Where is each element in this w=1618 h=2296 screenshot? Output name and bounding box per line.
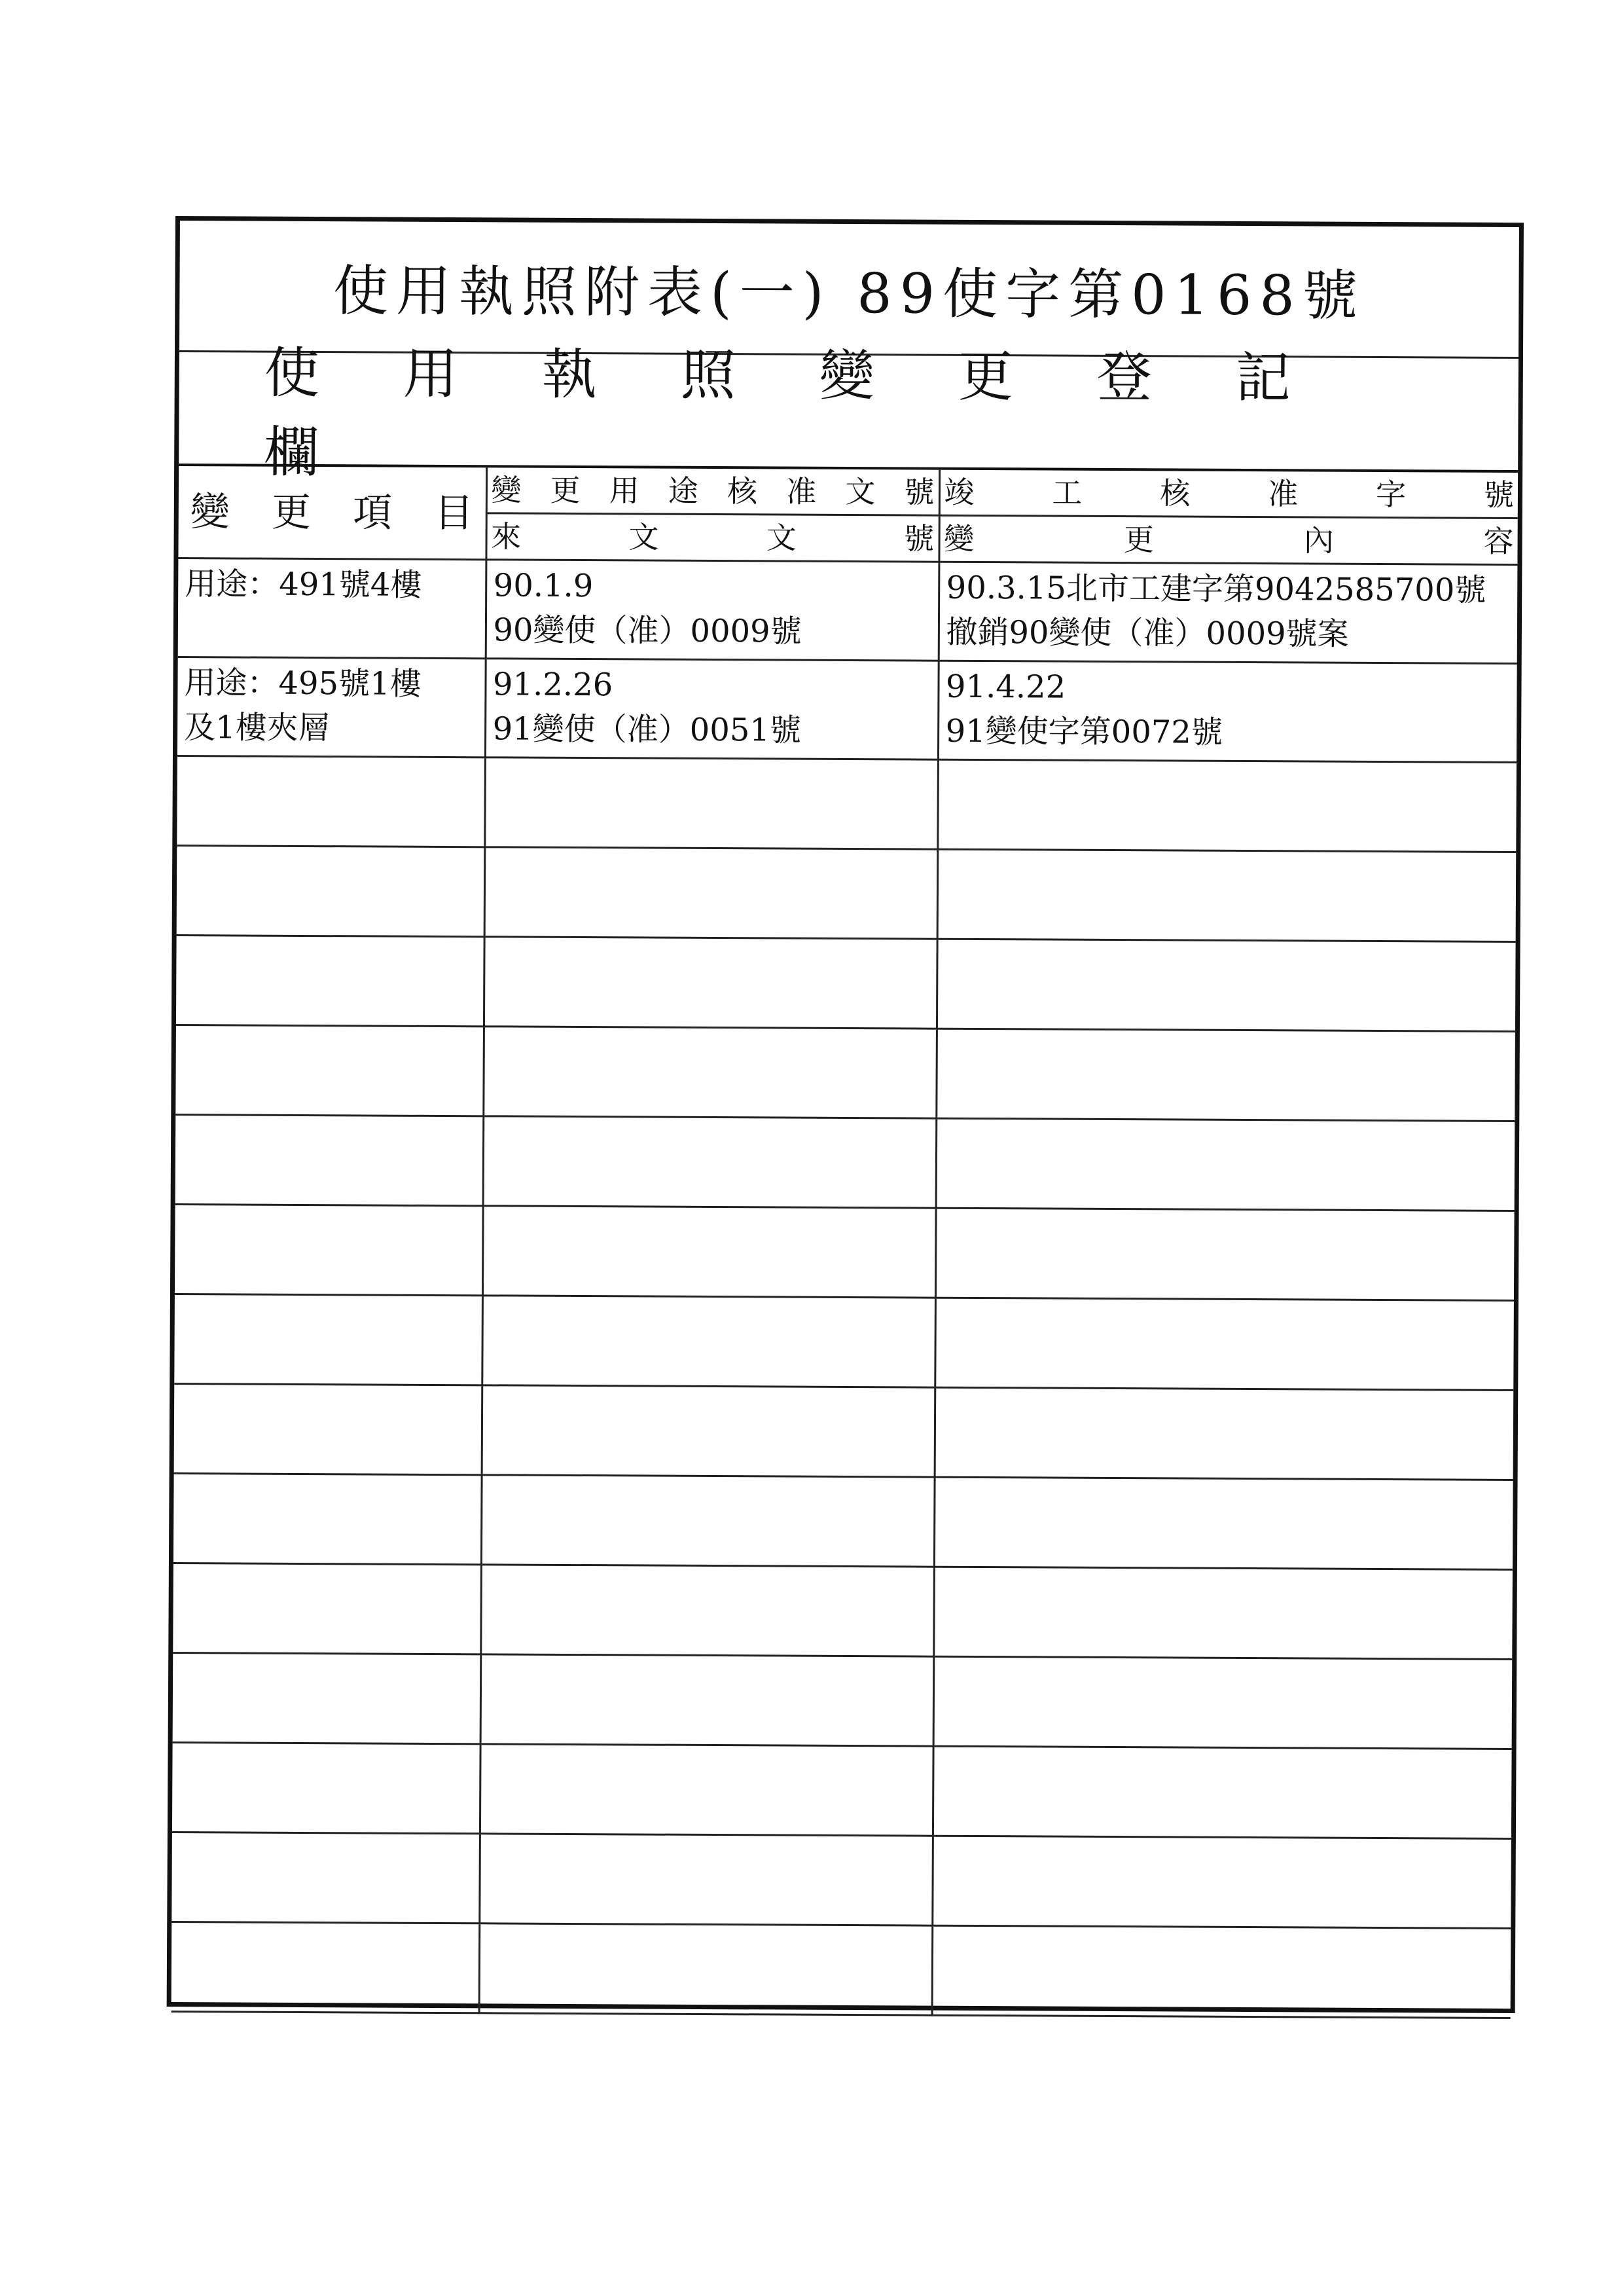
cell-item: 用途：491號4樓: [178, 558, 486, 659]
empty-row: [175, 1205, 1515, 1301]
license-attachment-form: [167, 216, 1524, 2013]
empty-row: [174, 1294, 1514, 1391]
table-row: [177, 657, 1517, 763]
empty-row: [173, 1653, 1513, 1749]
empty-row: [176, 936, 1516, 1032]
empty-row: [171, 1922, 1511, 2018]
empty-row: [172, 1743, 1512, 1839]
header-change-content: 變更內容: [939, 515, 1517, 564]
cell-approval: 90.1.9 90變使（准）0009號: [486, 560, 939, 661]
empty-row: [171, 1832, 1511, 1929]
header-item: 變更項目: [178, 466, 486, 560]
header-incoming-doc: 來文文號: [486, 513, 939, 562]
change-register-table: [171, 466, 1519, 2019]
form-title: 使用執照附表(一) 89使字第0168號: [179, 221, 1519, 359]
cell-completion: 90.3.15北市工建字第9042585700號 撤銷90變使（准）0009號案: [939, 562, 1518, 663]
header-completion-doc: 竣工核准字號: [939, 470, 1518, 519]
section-header: [179, 340, 1519, 485]
empty-row: [173, 1474, 1513, 1570]
empty-row: [177, 756, 1517, 852]
empty-row: [175, 1025, 1515, 1121]
cell-approval: 91.2.26 91變使（准）0051號: [485, 659, 939, 759]
cell-item: 用途：495號1樓 及1樓夾層: [177, 657, 486, 757]
empty-row: [177, 846, 1517, 942]
empty-row: [174, 1384, 1514, 1480]
section-header-text: 使用執照變更登記欄: [263, 340, 1375, 485]
empty-row: [173, 1563, 1513, 1660]
cell-completion: 91.4.22 91變使字第0072號: [938, 661, 1517, 762]
header-approval-doc: 變更用途核准文號: [486, 467, 939, 515]
empty-row: [175, 1115, 1515, 1211]
table-row: [178, 558, 1518, 664]
